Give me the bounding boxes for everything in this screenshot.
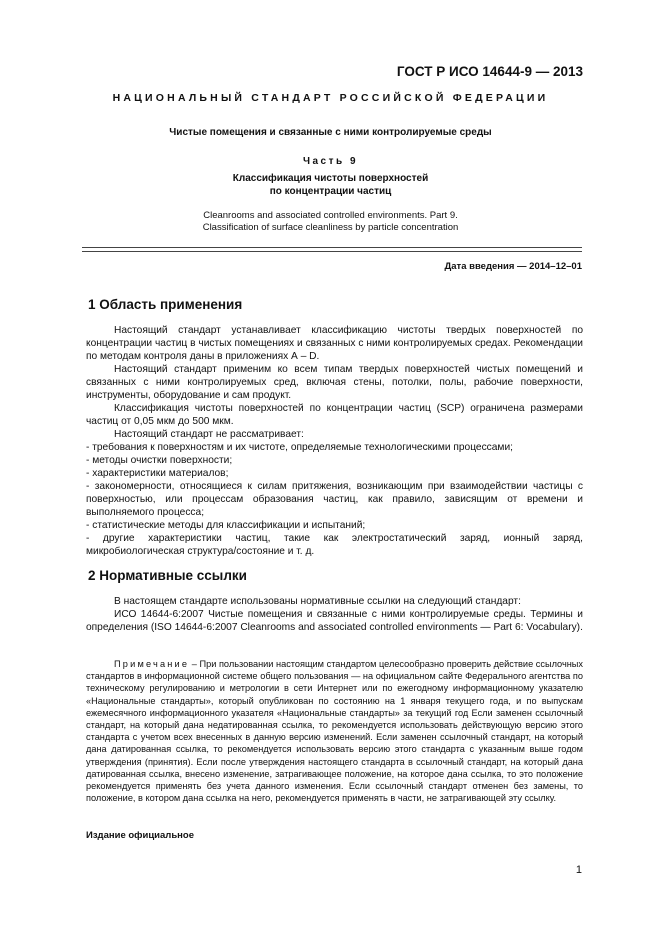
english-title-line1: Cleanrooms and associated controlled environments. Part 9. (203, 210, 458, 221)
section-1-title: 1 Область применения (88, 297, 243, 312)
note-block (86, 658, 583, 804)
standard-title: Чистые помещения и связанные с ними контролируемые среды (169, 127, 492, 138)
page-number: 1 (575, 864, 582, 876)
section-1-body (86, 324, 583, 558)
section-1-paragraph: Настоящий стандарт устанавливает классификацию чистоты твердых поверхностей по концентрации частиц в чистых помещениях и связанных с ними контролируемых средах. Рекомендации по методам контроля даны в приложениях А – D. (86, 325, 583, 362)
section-2-body (86, 595, 583, 634)
title-divider-bottom (82, 251, 582, 252)
section-2-title: 2 Нормативные ссылки (88, 568, 247, 583)
note-label: Примечание (114, 659, 190, 669)
section-1-paragraph: Настоящий стандарт не рассматривает: (114, 429, 304, 440)
exclusion-list-item: - статистические методы для классификации и испытаний; (86, 520, 366, 531)
document-designation: ГОСТ Р ИСО 14644-9 — 2013 (396, 64, 583, 79)
classification-title-line1: Классификация чистоты поверхностей (232, 173, 429, 184)
national-standard-heading: НАЦИОНАЛЬНЫЙ СТАНДАРТ РОССИЙСКОЙ ФЕДЕРАЦИИ (112, 92, 549, 104)
section-1-paragraph: Настоящий стандарт применим ко всем типам твердых поверхностей чистых помещений и связанных с ними контролируемых сред, включая стены, потолки, полы, рабочие поверхности, инструменты, оборудование и сам продукт. (86, 364, 583, 401)
exclusion-list-item: - требования к поверхностям и их чистоте, определяемые технологическими процессами; (86, 442, 513, 453)
exclusion-list-item: - другие характеристики частиц, такие как электростатический заряд, ионный заряд, микробиологическая структура/состояние и т. д. (86, 533, 583, 557)
title-divider-top (82, 247, 582, 248)
official-edition-label: Издание официальное (86, 830, 194, 841)
exclusion-list-item: - методы очистки поверхности; (86, 455, 233, 466)
exclusion-list-item: - закономерности, относящиеся к силам притяжения, возникающим при взаимодействии частицы с поверхностью, или процессам образования частиц, как правило, зависящим от времени и выполняемого процесса; (86, 481, 583, 518)
english-title (0, 210, 661, 234)
english-title-line2: Classification of surface cleanliness by particle concentration (202, 222, 459, 233)
classification-title-line2: по концентрации частиц (269, 186, 392, 197)
section-2-paragraph: В настоящем стандарте использованы нормативные ссылки на следующий стандарт: (114, 596, 521, 607)
note-text: – При пользовании настоящим стандартом целесообразно проверить действие ссылочных стандартов в информационной системе общего пользования — на официальном сайте Федерального агентства по техническому регулированию и метрологии в сети Интернет или по ежегодному информационному указателю «Национальные стандарты», который опубликован по состоянию на 1 января текущего года, и по выпускам ежемесячного информационного указателя «Национальные стандарты» за текущий год Если заменен ссылочный стандарт, на который дана недатированная ссылка, то рекомендуется использовать действующую версию этого стандарта с учетом всех внесенных в данную версию изменений. Если заменен ссылочный стандарт, на который дана датированная ссылка, то рекомендуется использовать версию этого стандарта с указанным выше годом утверждения (принятия). Если после утверждения настоящего стандарта в ссылочный стандарт, на который дана датированная ссылка, внесено изменение, затрагивающее положение, на которое дана ссылка, то это положение рекомендуется применять без учета данного изменения. Если ссылочный стандарт отменен без замены, то положение, в котором дана ссылка на него, рекомендуется применять в части, не затрагивающей эту ссылку. (86, 659, 583, 804)
note-paragraph (86, 658, 583, 804)
section-1-paragraph: Классификация чистоты поверхностей по концентрации частиц (SCP) ограничена размерами частиц от 0,05 мкм до 500 мкм. (86, 403, 583, 427)
introduction-date: Дата введения — 2014–12–01 (444, 261, 582, 272)
part-label: Часть 9 (302, 156, 359, 167)
classification-title (0, 172, 661, 198)
normative-reference: ИСО 14644-6:2007 Чистые помещения и связанные с ними контролируемые среды. Термины и определения (ISO 14644-6:2007 Cleanrooms and associated controlled environments — Part 6: Vocabulary). (86, 609, 583, 633)
exclusion-list-item: - характеристики материалов; (86, 468, 229, 479)
